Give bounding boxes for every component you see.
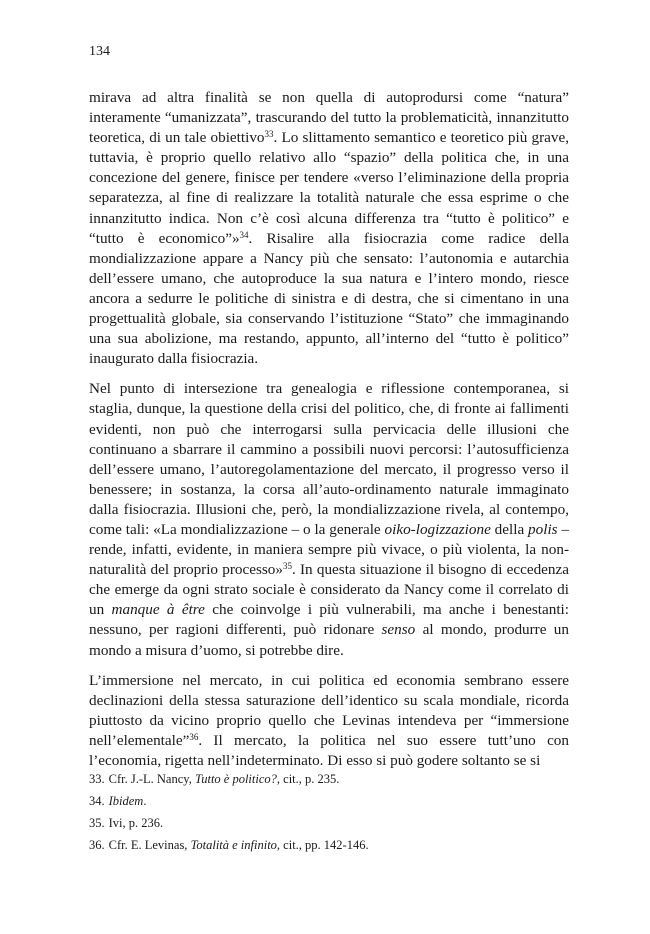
footnote-number: 35. <box>89 816 105 830</box>
italic-text: oiko-logizzazione <box>384 520 491 538</box>
footnote-ref: 33 <box>264 129 274 140</box>
italic-text: senso <box>381 621 416 639</box>
text-run: . <box>143 794 147 808</box>
text-run: . Il mercato, la politica nel suo essere tutt’uno con l’economia, rigetta nell’indeterminato. Di esso si può godere soltanto se si <box>89 731 569 769</box>
body-text <box>89 88 569 781</box>
footnote-number: 34. <box>89 794 105 808</box>
text-run: mirava ad altra finalità se non quella di autoprodursi come “natura” interamente “umanizzata”, trascurando del tutto la problematicità, innanzitutto teoretica, di un tale obiettivo <box>89 89 569 147</box>
footnote <box>89 771 569 787</box>
footnote-ref: 34 <box>239 229 249 240</box>
footnote <box>89 815 569 831</box>
text-run: Cfr. E. Levinas, <box>108 838 191 852</box>
footnote-number: 36. <box>89 838 105 852</box>
text-run: , cit., p. 235. <box>276 772 340 786</box>
text-run: , cit., pp. 142-146. <box>276 838 369 852</box>
page-number: 134 <box>89 44 110 59</box>
footnote-text <box>109 838 369 852</box>
text-run: che coinvolge i più vulnerabili, ma anche i benestanti: nessuno, per ragioni differenti, può ridonare <box>89 601 569 639</box>
paragraph <box>89 88 569 369</box>
paragraph <box>89 671 569 771</box>
text-run: . In questa situazione il bisogno di eccedenza che emerge da ogni strato sociale è considerato da Nancy come il correlato di un <box>89 561 569 619</box>
footnote-ref: 36 <box>189 731 199 742</box>
text-run: della <box>490 520 529 538</box>
footnote <box>89 837 569 853</box>
italic-text: polis <box>528 520 558 538</box>
text-run: Nel punto di intersezione tra genealogia e riflessione contemporanea, si staglia, dunque, la questione della crisi del politico, che, di fronte ai fallimenti evidenti, non può che interrogarsi sulla pervicacia delle illusioni che continuano a sbarrare il cammino a possibili nuovi percorsi: l’autosufficienza dell’essere umano, l’autoregolamentazione del mercato, il progresso verso il benessere; in sostanza, la corsa all’auto-ordinamento naturale immaginato dalla fisiocrazia. Illusioni che, però, la mondializzazione rivela, al contempo, come tali: «La mondializzazione – o la generale <box>89 380 569 538</box>
text-run: al mondo, produrre un mondo a misura d’uomo, si potrebbe dire. <box>89 621 569 659</box>
italic-text: Tutto è politico? <box>194 772 277 786</box>
paragraph <box>89 379 569 660</box>
italic-text: manque à être <box>111 601 205 619</box>
footnote-ref: 35 <box>282 561 292 572</box>
text-run: L’immersione nel mercato, in cui politica ed economia sembrano essere declinazioni della stessa saturazione dell’identico su scala mondiale, ricorda piuttosto da vicino proprio quello che Levinas intendeva per “immersione nell’elementale” <box>89 671 569 749</box>
footnote-number: 33. <box>89 772 105 786</box>
italic-text: Ibidem <box>108 794 144 808</box>
footnotes <box>89 771 569 859</box>
text-run: Cfr. J.-L. Nancy, <box>108 772 195 786</box>
footnote-text <box>109 816 164 830</box>
text-run: . Lo slittamento semantico e teoretico più grave, tuttavia, è proprio quello relativo allo “spazio” della politica che, in una concezione del genere, finisce per tendere «verso l’eliminazione della propria separatezza, al fine di realizzare la totalità naturale che essa esprime o che innanzitutto indica. Non c’è così alcuna differenza tra “tutto è politico” e “tutto è economico”» <box>89 129 569 247</box>
footnote <box>89 793 569 809</box>
text-run: – rende, infatti, evidente, in maniera sempre più vivace, o più violenta, la non-naturalità del proprio processo» <box>89 520 570 579</box>
italic-text: Totalità e infinito <box>190 838 277 852</box>
footnote-text <box>109 772 340 786</box>
text-run: . Risalire alla fisiocrazia come radice della mondializzazione appare a Nancy più che sensato: l’autonomia e autarchia dell’essere umano, che autoproduce la sua natura e l’intero mondo, riesce ancora a sedurre le politiche di sinistra e di destra, che si cimentano in una progettualità globale, sia conservando l’istituzione “Stato” che immaginando una sua abolizione, ma restando, appunto, all’interno del “tutto è politico” inaugurato dalla fisiocrazia. <box>89 229 569 368</box>
text-run: Ivi, p. 236. <box>108 816 164 830</box>
footnote-text <box>109 794 147 808</box>
